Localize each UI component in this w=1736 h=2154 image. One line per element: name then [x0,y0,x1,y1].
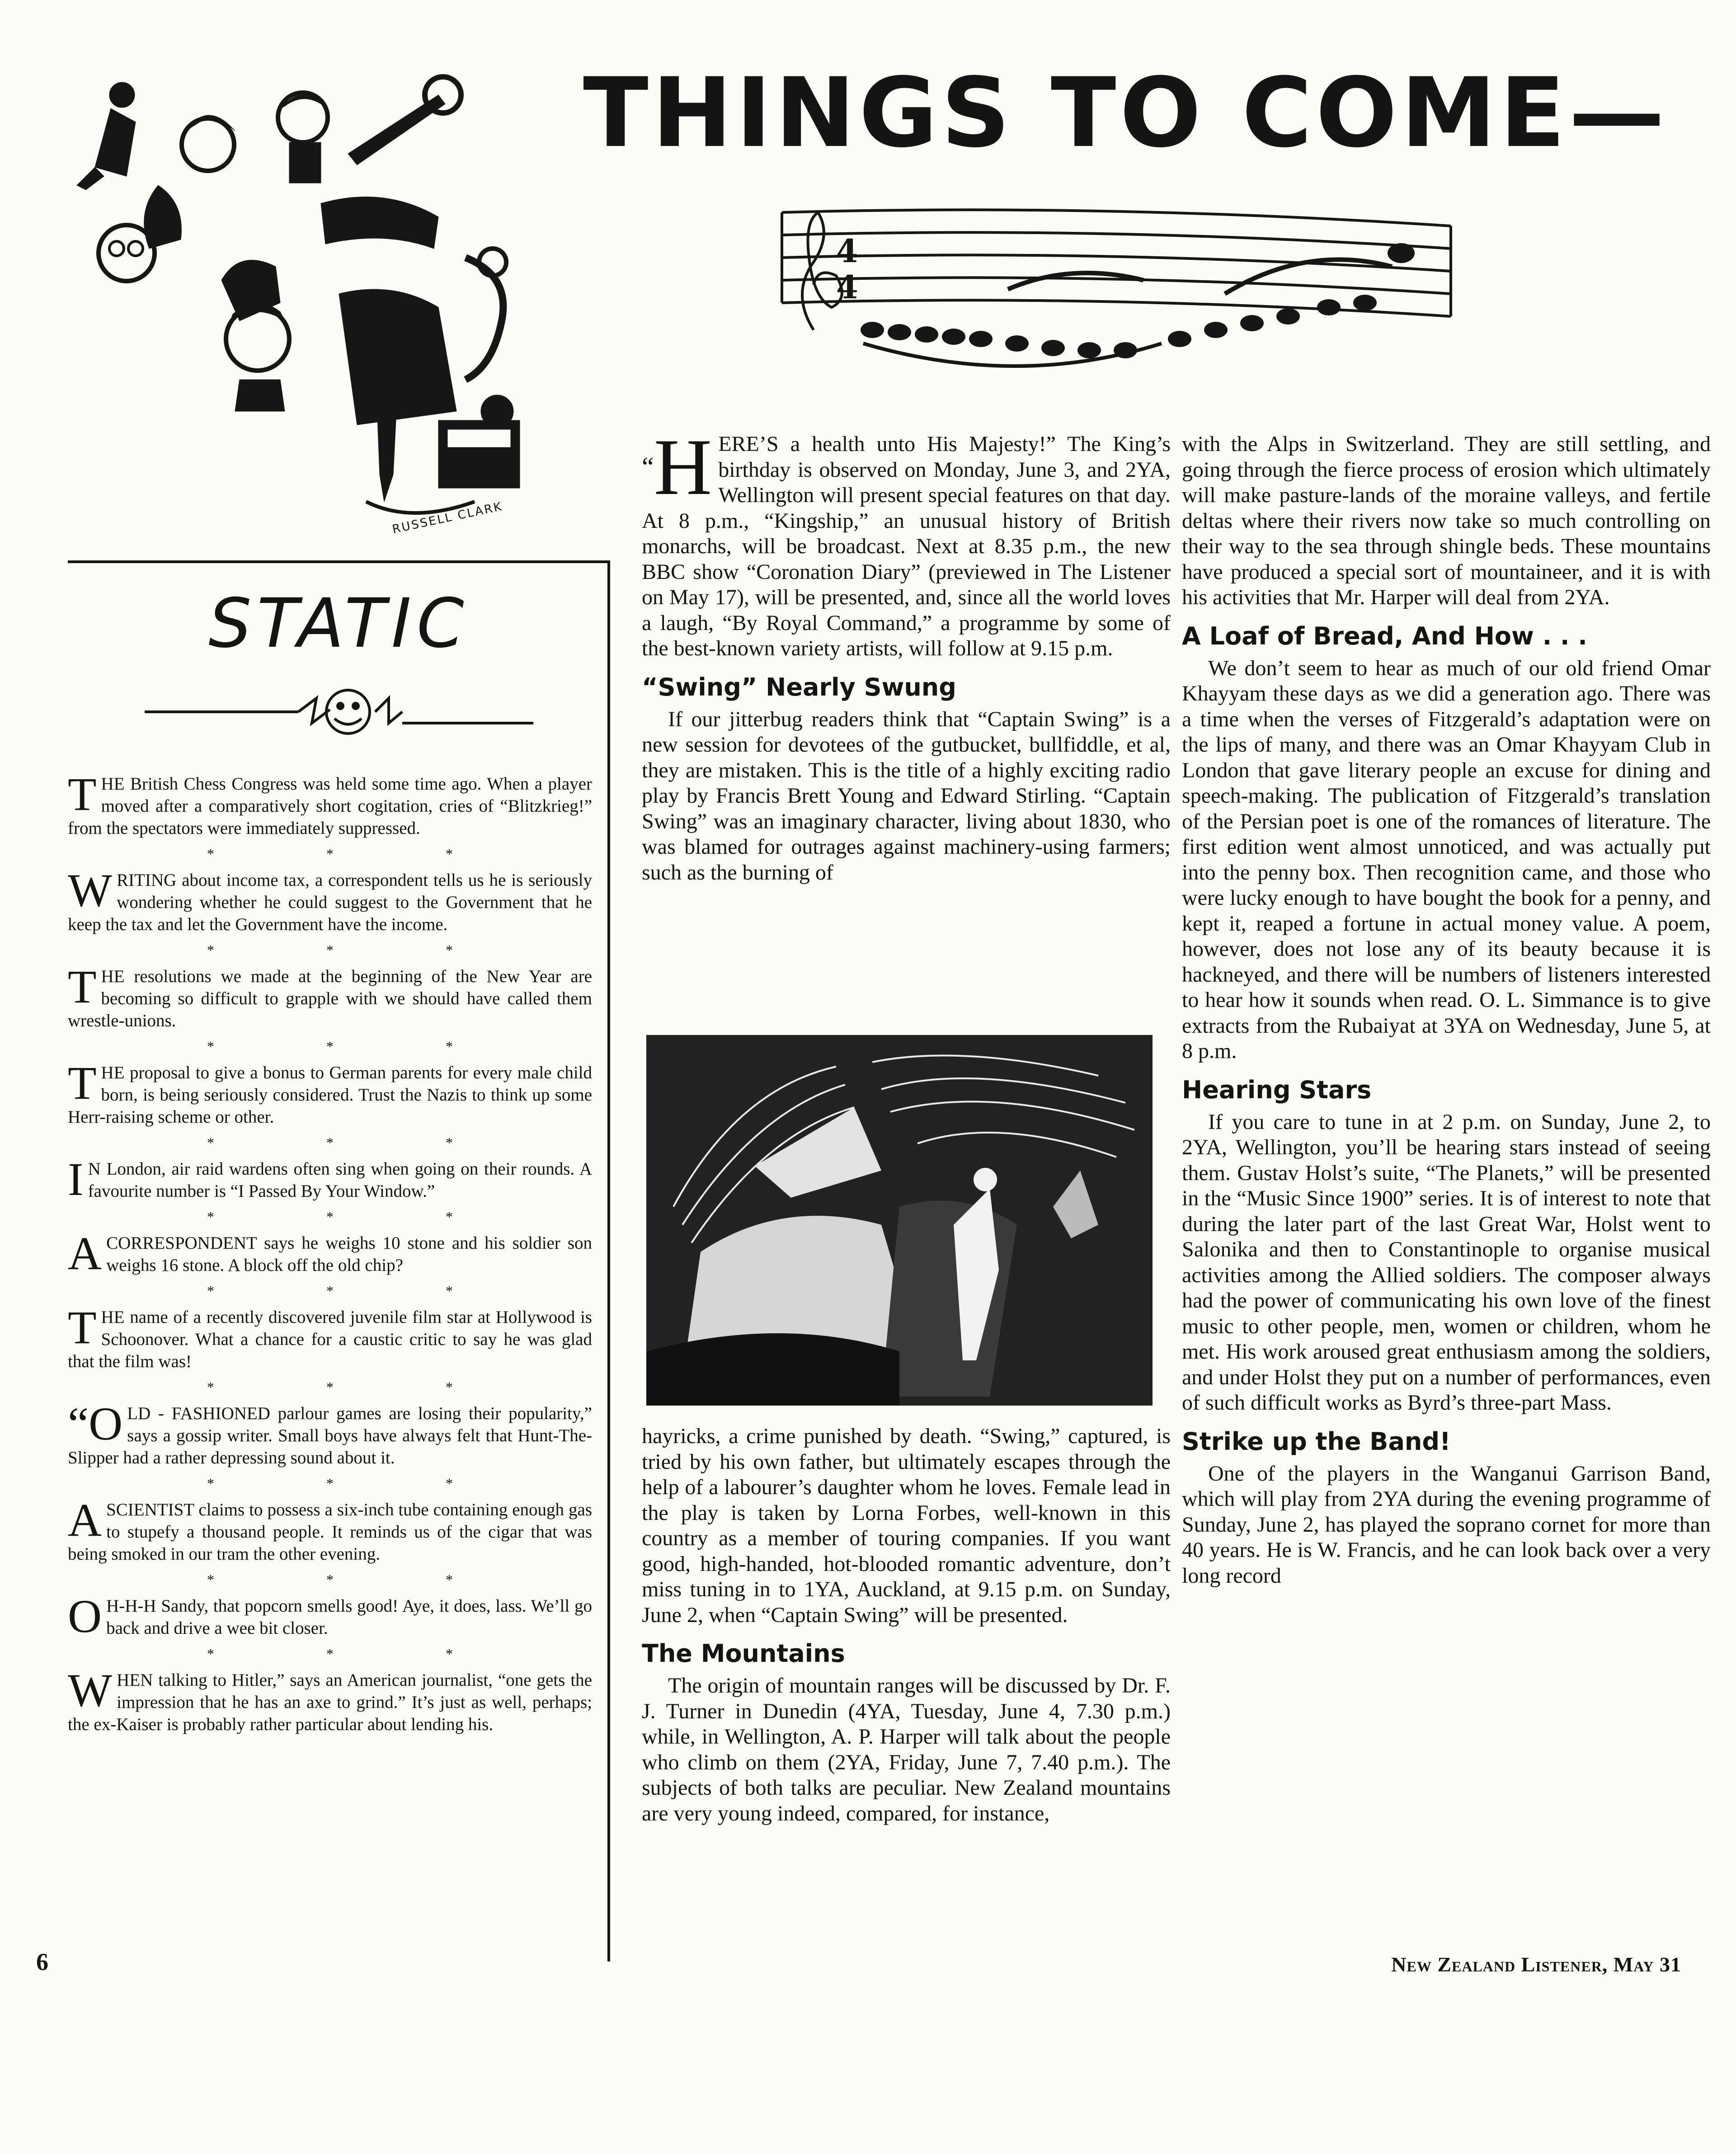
static-item-drop-cap: “O [68,1398,123,1450]
heading-hearing-stars: Hearing Stars [1182,1075,1372,1104]
static-item [68,1227,592,1279]
static-item-drop-cap: O [68,1590,102,1642]
static-item-text: SCIENTIST claims to possess a six-inch tube containing enough gas to stupefy a thousand people. It reminds us of the cigar that was being smoked in our tram the other evening. [68,1500,592,1564]
static-top-rule [68,560,610,563]
lead-paragraph: “H ERE’S a health unto His Majesty!” The King’s birthday is observed on Monday, June 3, and 2YA, Wellington will present special features on that day. At 8 p.m., “Kingship,” an unusual history of British monarchs, will be broadcast. Next at 8.35 p.m., the new BBC show “Coronation Diary” (previewed in The Listener on May 17), will be presented, and, since all the world loves a laugh, “By Royal Command,” a programme by some of the best-known variety artists, will follow at 9.15 p.m. [642,422,1171,660]
static-separator: * * * [207,1379,507,1395]
static-item-drop-cap: T [68,961,97,1013]
static-item [68,768,592,839]
static-item-drop-cap: I [68,1153,84,1205]
static-item-text: HE proposal to give a bonus to German parents for every male child born, is being seriously considered. Trust the Nazis to think up some Herr-raising scheme or other. [68,1063,592,1127]
static-item-text: HEN talking to Hitler,” says an American journalist, “one gets the impression that he has an axe to grind.” It’s just as well, perhaps; the ex-Kaiser is probably rather particular about lending his. [68,1670,592,1734]
static-item-drop-cap: T [68,768,97,820]
band-paragraph: One of the players in the Wanganui Garrison Band, which will play from 2YA during the evening programme of Sunday, June 2, has played the soprano cornet for more than 40 years. He is W. Francis, and he can look back over a very long record [1182,1461,1711,1588]
static-item-text: HE British Chess Congress was held some time ago. When a player moved after a comparatively short cogitation, cries of “Blitzkrieg!” from the spectators were immediately suppressed. [68,774,592,838]
band-illustration [68,68,556,556]
footer-credit: New Zealand Listener, May 31 [1391,1953,1681,1976]
static-item-text: N London, air raid wardens often sing when going on their rounds. A favourite number is “I Passed By Your Window.” [88,1159,592,1201]
mountains-paragraph-2: with the Alps in Switzerland. They are still settling, and going through the fierce process of erosion which ultimately will make pasture-lands of the moraine valleys, and fertile deltas where their rivers now take so much controlling on their way to the sea through shingle beds. These mountains have produced a special sort of mountaineer, and it is with his activities that Mr. Harper will deal from 2YA. [1182,432,1711,609]
static-item-text: HE resolutions we made at the beginning of the New Year are becoming so difficult to grapple with we should have called them wrestle-unions. [68,967,592,1030]
static-item-text: RITING about income tax, a correspondent tells us he is seriously wondering whether he could suggest to the Government that he keep the tax and let the Government have the income. [68,870,592,934]
heading-swing: “Swing” Nearly Swung [642,673,956,701]
static-face-ornament [136,673,542,746]
static-separator: * * * [207,1646,507,1662]
static-item-drop-cap: A [68,1227,102,1279]
static-item [68,865,592,936]
swing-paragraph-1: If our jitterbug readers think that “Captain Swing” is a new session for devotees of the gutbucket, bullfiddle, et al, they are mistaken. This is the title of a highly exciting radio play by Francis Brett Young and Edward Stirling. “Captain Swing” was an imaginary character, living about 1830, who was blamed for outrages against machinery-using farmers; such as the burning of [642,707,1171,884]
static-separator: * * * [207,846,507,862]
static-item [68,1057,592,1128]
illustration-signature: RUSSELL CLARK [391,499,504,536]
static-separator: * * * [207,1134,507,1151]
mountains-paragraph-1: The origin of mountain ranges will be discussed by Dr. F. J. Turner in Dunedin (4YA, Tuesday, June 4, 7.30 p.m.) while, in Wellington, A. P. Harper will talk about the people who climb on them (2YA, Friday, June 7, 7.40 p.m.). The subjects of both talks are peculiar. New Zealand mountains are very young indeed, compared, for instance, [642,1674,1171,1825]
swing-paragraph-2: hayricks, a crime punished by death. “Swing,” captured, is tried by his own father, but ultimately escapes through the help of a labourer’s daughter whom he loves. Female lead in the play is taken by Lorna Forbes, well-known in this country as a member of touring companies. If you want good, high-handed, hot-blooded romantic adventure, don’t miss tuning in to 1YA, Auckland, at 9.15 p.m. on Sunday, June 2, when “Captain Swing” will be presented. [642,1424,1171,1627]
page-number: 6 [36,1948,48,1975]
static-item [68,1494,592,1565]
masthead-title: THINGS TO COME— [583,57,1669,169]
article-column-3 [1182,432,1711,1589]
lead-drop-cap: “H [642,422,712,512]
static-separator: * * * [207,1038,507,1054]
static-item [68,1665,592,1735]
static-item-drop-cap: W [68,865,113,917]
static-item [68,1398,592,1469]
static-item-text: H-H-H Sandy, that popcorn smells good! Aye, it does, lass. We’ll go back and drive a wee bit closer. [106,1596,592,1638]
static-item-drop-cap: A [68,1494,102,1546]
hearing-stars-paragraph: If you care to tune in at 2 p.m. on Sunday, June 2, to 2YA, Wellington, you’ll be hearing stars instead of seeing them. Gustav Holst’s suite, “The Planets,” will be presented in the “Music Since 1900” series. It is of interest to note that during the later part of the last Great War, Holst went to Salonika and then to Constantinople to organise musical activities among the Allied soldiers. The composer always had the power of communicating his own love of the finest music to other people, men, women or children, whom he met. His work aroused great enthusiasm among the soldiers, and under Holst they put on a number of performances, even of such difficult works as Byrd’s three-part Mass. [1182,1110,1711,1415]
music-staff-decoration [764,194,1464,384]
static-item [68,1590,592,1642]
svg-text:4: 4 [836,232,858,270]
static-item-text: HE name of a recently discovered juvenile film star at Hollywood is Schoonover. What a chance for a caustic critic to say he was glad that the film was! [68,1307,592,1371]
static-items [68,768,592,1735]
article-column-2-bottom [642,1424,1171,1826]
static-item-text: CORRESPONDENT says he weighs 10 stone and his soldier son weighs 16 stone. A block off the old chip? [106,1233,592,1275]
article-column-2-top [642,422,1171,885]
heading-mountains: The Mountains [642,1639,845,1668]
static-item-drop-cap: T [68,1057,97,1109]
static-column [68,560,610,1961]
static-separator: * * * [207,1209,507,1225]
svg-text:4: 4 [836,268,858,306]
static-right-rule [607,560,610,1961]
static-item-drop-cap: T [68,1302,97,1354]
static-item-drop-cap: W [68,1665,113,1717]
static-separator: * * * [207,942,507,958]
static-item [68,1153,592,1205]
captain-swing-illustration [646,1035,1153,1406]
static-separator: * * * [207,1283,507,1299]
static-item-text: LD - FASHIONED parlour games are losing their popularity,” says a gossip writer. Small boys have always felt that Hunt-The-Slipper had a rather depressing sound about it. [68,1404,592,1467]
static-title: STATIC [208,584,470,663]
static-item [68,961,592,1032]
static-separator: * * * [207,1475,507,1491]
heading-loaf: A Loaf of Bread, And How . . . [1182,621,1587,650]
loaf-paragraph: We don’t seem to hear as much of our old friend Omar Khayyam these days as we did a generation ago. There was a time when the verses of Fitzgerald’s adaptation were on the lips of many, and there was an Omar Khayyam Club in London that gave literary people an excuse for dining and speech-making. The publication of Fitzgerald’s translation of the Persian poet is one of the romances of literature. The first edition went almost unnoticed, and was actually put into the penny box. Then recognition came, and those who were lucky enough to have bought the book for a penny, and kept it, reaped a fortune in actual money value. A poem, however, does not lose any of its beauty because it is hackneyed, and there will be numbers of listeners interested to hear how it sounds when read. O. L. Simmance is to give extracts from the Rubaiyat at 3YA on Wednesday, June 5, at 8 p.m. [1182,656,1711,1063]
heading-strike-up-band: Strike up the Band! [1182,1427,1451,1456]
static-separator: * * * [207,1571,507,1588]
static-item [68,1302,592,1373]
